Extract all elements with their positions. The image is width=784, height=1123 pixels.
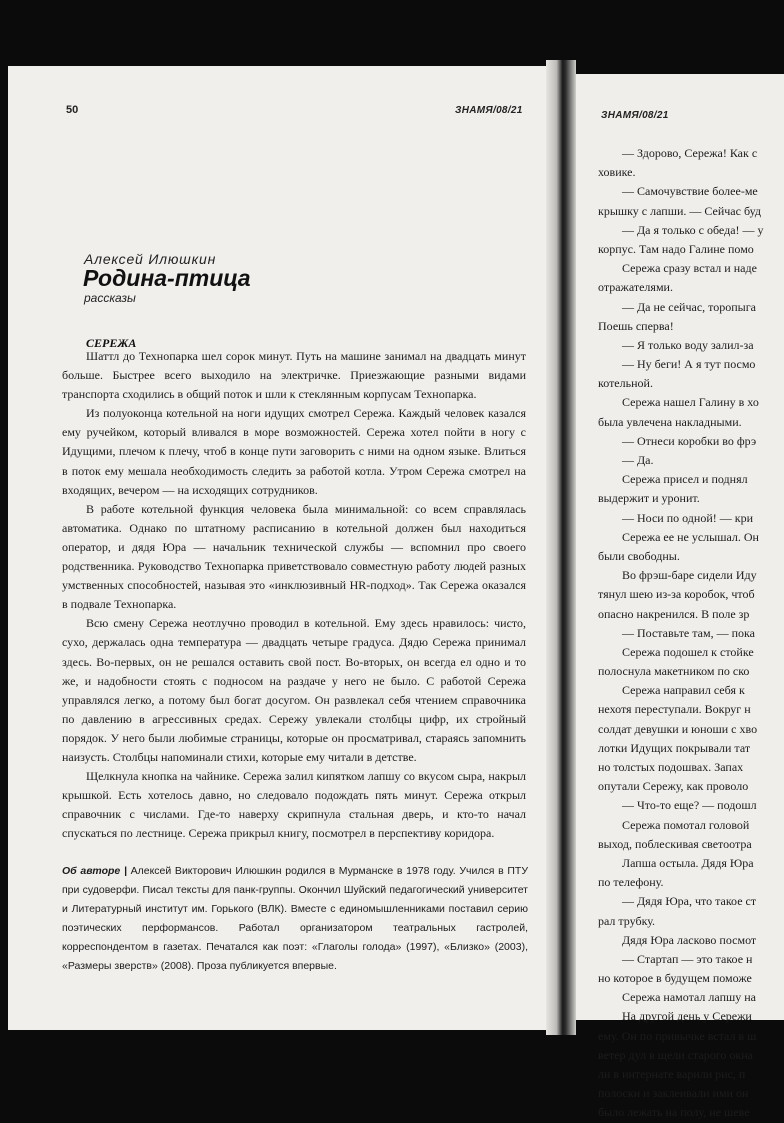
text-line: Лапша остыла. Дядя Юра [622, 855, 754, 870]
paragraph: Щелкнула кнопка на чайнике. Сережа залил кипятком лапшу со вкусом сыра, накрыл крышкой. Есть хотелось давно, но следовало подождать пять минут. Сережа открыл справочник с числами. Где-то наверху скрипнула стальная дверь, и кто-то начал спускаться по лестнице. Сережа прикрыл книгу, посмотрел в перспективу коридора. [62, 769, 526, 841]
text-line: — Да не сейчас, торопыга [622, 299, 756, 314]
text-line: было лежать на полу, не шеве [598, 1105, 750, 1120]
text-line: крышку с лапши. — Сейчас буд [598, 203, 761, 218]
text-line: опутали Сережу, как проволо [598, 779, 749, 794]
text-line: были свободны. [598, 548, 680, 563]
text-line: отражателями. [598, 280, 673, 295]
text-line: Сережа сразу встал и наде [622, 261, 757, 276]
text-line: корпус. Там надо Галине помо [598, 241, 754, 256]
text-line: — Носи по одной! — кри [622, 510, 753, 525]
about-author [62, 862, 528, 976]
text-line: — Да. [622, 453, 654, 467]
text-line: — Самочувствие более-ме [622, 184, 758, 199]
story-title: Родина-птица [83, 265, 251, 291]
running-header-right: ЗНАМЯ/08/21 [601, 110, 669, 121]
text-line: ли в интернате варили рис, п [598, 1067, 746, 1081]
running-header-left: ЗНАМЯ/08/21 [455, 105, 523, 116]
text-line: котельной. [598, 376, 653, 391]
text-line: Сережа ее не услышал. Он [622, 529, 759, 544]
right-column-text [598, 144, 784, 1123]
story-subtitle: рассказы [84, 291, 136, 305]
text-line: — Здорово, Сережа! Как с [622, 146, 758, 160]
text-line: но толстых подошвах. Запах [598, 760, 744, 774]
text-line: ховике. [598, 165, 636, 180]
text-line: Дядя Юра ласково посмот [622, 932, 757, 947]
section-heading: СЕРЕЖА [86, 336, 137, 350]
text-line: полоснула макетником по ско [598, 664, 750, 679]
text-line: Сережа направил себя к [622, 683, 745, 698]
text-line: ветер дул в щели старого окна [598, 1047, 753, 1062]
text-line: Во фрэш-баре сидели Иду [622, 568, 757, 583]
text-line: Сережа подошел к стойке [622, 644, 754, 659]
text-line: — Я только воду залил-за [622, 337, 754, 352]
text-line: выдержит и уронит. [598, 491, 700, 506]
text-line: На другой день у Сережи [622, 1009, 752, 1024]
text-line: — Да я только с обеда! — у [622, 222, 764, 237]
paragraph: Шаттл до Технопарка шел сорок минут. Путь на машине занимал на двадцать минут больше. Быстрее всего выходило на электричке. Приезжающие разными видами транспорта сходились в общий поток и шли к стеклянным корпусам Технопарка. [62, 349, 526, 402]
text-line: по телефону. [598, 875, 664, 890]
text-line: но которое в будущем поможе [598, 971, 752, 986]
text-line: — Дядя Юра, что такое ст [622, 894, 757, 909]
text-line: опасно накренился. В поле зр [598, 606, 750, 621]
text-line: Поешь сперва! [598, 318, 674, 333]
paragraph: В работе котельной функция человека была минимальной: со всем справлялась автоматика. Однако по штатному расписанию в котельной должен был находиться оператор, и дядя Юра — начальник технической службы — вспомнил про своего родственника. Руководство Технопарка приветствовало совместную работу людей разных умственных способностей, называя это «инклюзивный HR-подход». Так Сережа оказался в подвале Технопарка. [62, 501, 526, 612]
paragraph: Всю смену Сережа неотлучно проводил в котельной. Ему здесь нравилось: чисто, сухо, держалась одна температура — двадцать четыре градуса. Дядю Сережа принимал здесь. Во-первых, он не решался оставить свой пост. Во-вторых, он всегда ел одно и то же, и надобности стоять с подносом на раздаче у него не было. С работой Сережа управлялся легко, а потому был богат досугом. Он развлекал себя чтением справочника по давлению в агрессивных средах. Сережу увлекали столбцы цифр, их стройный порядок. У него были любимые страницы, которые он просматривал, стараясь запомнить наизусть. Столбцы напоминали стихи, которые ему читали в детстве. [62, 616, 526, 764]
author-name: Алексей Илюшкин [84, 251, 217, 267]
paragraph: Из полуоконца котельной на ноги идущих смотрел Сережа. Каждый человек казался ему ручейком, который вливался в море возможностей. Сережа хотел пойти в ногу с Идущими, плечом к плечу, чтоб в конце пути заговорить с ними на одном языке. Влиться в поток ему мешала необходимость следить за работой котла. Утром Сережа смотрел на входящих, вечером — на исходящих сотрудников. [62, 406, 526, 497]
about-text: Алексей Викторович Илюшкин родился в Мурманске в 1978 году. Учился в ПТУ при судоверфи. Писал тексты для панк-группы. Окончил Шуйский педагогический университет и Литературный институт им. Горького (ВЛК). Вместе с единомышленниками поставил серию поэтических перформансов. Работал организатором театральных гастролей, корреспондентом в газетах. Печатался как поэт: «Глаголы голода» (1997), «Близко» (2003), «Размеры зверств» (2008). Проза публикуется впервые. [62, 865, 529, 972]
text-line: Сережа присел и поднял [622, 472, 748, 487]
text-line: рал трубку. [598, 913, 656, 928]
text-line: ему. Он по привычке встал в ш [598, 1028, 757, 1043]
text-line: — Что-то еще? — подошл [622, 798, 757, 813]
text-line: выход, поблескивая светоотра [598, 836, 752, 851]
text-line: — Стартап — это такое н [622, 951, 753, 966]
text-line: Сережа нашел Галину в хо [622, 395, 759, 410]
text-line: полоски и заклеивали ими он [598, 1086, 749, 1101]
text-line: нехотя переступали. Вокруг н [598, 702, 751, 717]
text-line: — Отнеси коробки во фрэ [622, 433, 757, 448]
text-line: Сережа помотал головой [622, 817, 750, 832]
text-line: была увлечена накладными. [598, 414, 742, 429]
text-line: лотки Идущих покрывали тат [598, 740, 751, 755]
left-column-text [62, 347, 526, 843]
page-number: 50 [66, 104, 79, 116]
text-line: солдат девушки и юноши с хво [598, 721, 758, 736]
book-gutter [546, 60, 576, 1035]
text-line: — Поставьте там, — пока [622, 625, 755, 640]
text-line: — Ну беги! А я тут посмо [622, 357, 756, 372]
text-line: тянул шею из-за коробок, чтоб [598, 587, 755, 602]
text-line: Сережа намотал лапшу на [622, 990, 756, 1005]
about-label: Об авторе | [62, 865, 127, 877]
